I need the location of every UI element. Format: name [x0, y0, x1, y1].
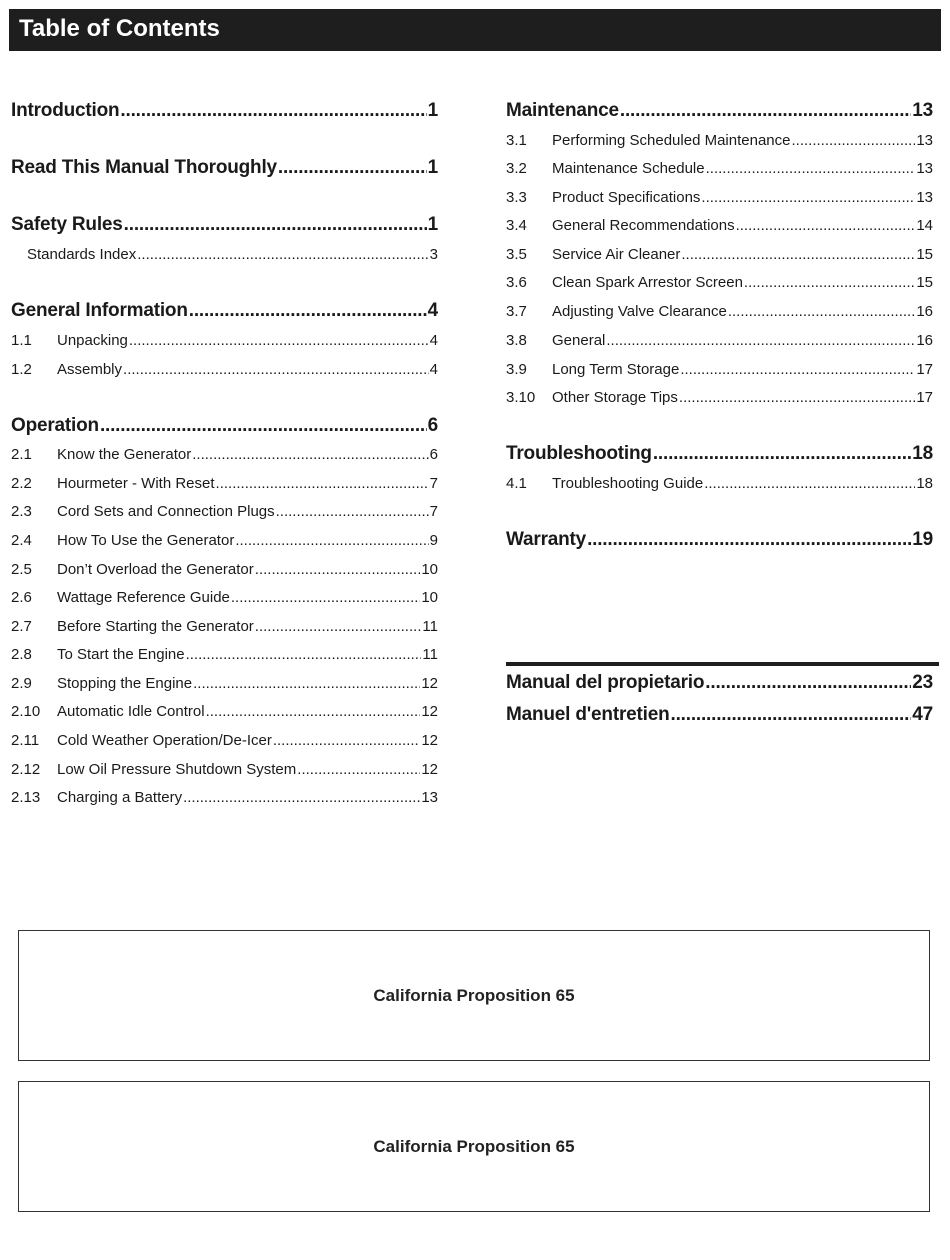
- toc-entry-label: Charging a Battery: [57, 789, 183, 806]
- toc-entry-label: Assembly: [57, 361, 123, 378]
- toc-subentry[interactable]: [11, 761, 438, 781]
- toc-section-number: 3.3: [506, 189, 527, 206]
- dot-leader: [123, 361, 429, 378]
- dot-leader: [671, 704, 912, 726]
- toc-entry-label: How To Use the Generator: [57, 532, 235, 549]
- toc-page-number: 1: [427, 214, 438, 235]
- toc-section-number: 2.2: [11, 475, 32, 492]
- toc-section-number: 2.10: [11, 703, 41, 720]
- toc-entry-label: Performing Scheduled Maintenance: [552, 132, 791, 149]
- page-title: Table of Contents: [9, 9, 941, 51]
- toc-section-number: 3.10: [506, 389, 536, 406]
- toc-page-number: 4: [429, 332, 438, 349]
- toc-page-number: 6: [427, 415, 438, 436]
- dot-leader: [206, 703, 421, 720]
- dot-leader: [129, 332, 429, 349]
- toc-entry-label: Before Starting the Generator: [57, 618, 254, 635]
- toc-section-number: 2.7: [11, 618, 32, 635]
- toc-page-number: 18: [916, 475, 933, 492]
- toc-subentry[interactable]: [11, 732, 438, 752]
- toc-subentry[interactable]: [11, 703, 438, 723]
- toc-page-number: 18: [912, 443, 933, 464]
- dot-leader: [193, 675, 420, 692]
- toc-entry-label: Cord Sets and Connection Plugs: [57, 503, 275, 520]
- toc-subentry[interactable]: [506, 189, 933, 209]
- toc-page-number: 7: [429, 475, 438, 492]
- toc-subentry[interactable]: [11, 446, 438, 466]
- toc-entry-label: Cold Weather Operation/De-Icer: [57, 732, 272, 749]
- toc-page-number: 11: [422, 618, 438, 635]
- toc-entry-label: Service Air Cleaner: [552, 246, 681, 263]
- toc-section-number: 3.7: [506, 303, 527, 320]
- toc-page-number: 4: [429, 361, 438, 378]
- toc-page-number: 16: [916, 332, 933, 349]
- toc-entry-troubleshooting[interactable]: [506, 443, 933, 467]
- toc-section-number: 3.2: [506, 160, 527, 177]
- toc-section-number: 2.9: [11, 675, 32, 692]
- toc-entry-label: Stopping the Engine: [57, 675, 193, 692]
- toc-page-number: 10: [421, 589, 438, 606]
- prop65-notice-box: [18, 1081, 930, 1212]
- toc-section-number: 3.1: [506, 132, 527, 149]
- toc-entry-label: Troubleshooting: [506, 443, 652, 464]
- dot-leader: [728, 303, 915, 320]
- toc-entry-manual-fr[interactable]: [506, 704, 933, 728]
- toc-entry-read-manual[interactable]: [11, 157, 438, 181]
- toc-section-number: 3.4: [506, 217, 527, 234]
- dot-leader: [192, 446, 428, 463]
- toc-entry-label: To Start the Engine: [57, 646, 185, 663]
- toc-section-number: 2.13: [11, 789, 41, 806]
- toc-subentry[interactable]: [11, 503, 438, 523]
- toc-entry-label: Wattage Reference Guide: [57, 589, 230, 606]
- toc-page-number: 6: [429, 446, 438, 463]
- dot-leader: [216, 475, 429, 492]
- toc-page-number: 19: [912, 529, 933, 550]
- toc-subentry[interactable]: [506, 246, 933, 266]
- toc-entry-label: Don’t Overload the Generator: [57, 561, 254, 578]
- dot-leader: [297, 761, 420, 778]
- toc-entry-label: Other Storage Tips: [552, 389, 678, 406]
- toc-page-number: 13: [421, 789, 438, 806]
- toc-entry-label: Product Specifications: [552, 189, 701, 206]
- toc-page-number: 13: [912, 100, 933, 121]
- dot-leader: [680, 361, 915, 378]
- section-divider: [506, 662, 939, 666]
- dot-leader: [701, 189, 915, 206]
- toc-page-number: 7: [429, 503, 438, 520]
- toc-page-number: 1: [427, 100, 438, 121]
- dot-leader: [606, 332, 915, 349]
- toc-page-number: 11: [422, 646, 438, 663]
- toc-entry-label: Maintenance Schedule: [552, 160, 705, 177]
- toc-entry-label: Long Term Storage: [552, 361, 680, 378]
- toc-subentry[interactable]: [11, 532, 438, 552]
- toc-page-number: 15: [916, 246, 933, 263]
- dot-leader: [587, 529, 911, 551]
- toc-page-number: 23: [912, 672, 933, 693]
- dot-leader: [186, 646, 422, 663]
- dot-leader: [704, 475, 915, 492]
- toc-entry-label: General Information: [11, 300, 188, 321]
- toc-section-number: 2.12: [11, 761, 41, 778]
- toc-section-number: 1.2: [11, 361, 32, 378]
- toc-section-number: 3.8: [506, 332, 527, 349]
- toc-entry-label: Know the Generator: [57, 446, 192, 463]
- toc-section-number: 2.3: [11, 503, 32, 520]
- dot-leader: [744, 274, 915, 291]
- dot-leader: [231, 589, 420, 606]
- toc-subentry[interactable]: [11, 589, 438, 609]
- dot-leader: [653, 443, 911, 465]
- dot-leader: [791, 132, 915, 149]
- dot-leader: [183, 789, 420, 806]
- toc-subentry[interactable]: [11, 618, 438, 638]
- toc-page-number: 4: [427, 300, 438, 321]
- toc-page-number: 10: [421, 561, 438, 578]
- prop65-notice-text: California Proposition 65: [373, 985, 575, 1005]
- toc-subentry[interactable]: [11, 675, 438, 695]
- toc-page-number: 47: [912, 704, 933, 725]
- prop65-notice-box: [18, 930, 930, 1061]
- toc-entry-label: Warranty: [506, 529, 587, 550]
- toc-section-number: 2.8: [11, 646, 32, 663]
- toc-subentry[interactable]: [506, 475, 933, 495]
- dot-leader: [235, 532, 428, 549]
- toc-entry-label: Clean Spark Arrestor Screen: [552, 274, 743, 291]
- dot-leader: [255, 618, 422, 635]
- toc-section-number: 2.1: [11, 446, 32, 463]
- toc-subentry[interactable]: [11, 332, 438, 352]
- toc-subentry[interactable]: [506, 332, 933, 352]
- toc-subentry[interactable]: [506, 274, 933, 294]
- toc-subentry[interactable]: [11, 561, 438, 581]
- toc-section-number: 2.4: [11, 532, 32, 549]
- prop65-notice-text: California Proposition 65: [373, 1136, 575, 1156]
- toc-page-number: 14: [916, 217, 933, 234]
- dot-leader: [100, 415, 427, 437]
- toc-entry-label: Operation: [11, 415, 99, 436]
- toc-page-number: 13: [916, 189, 933, 206]
- toc-page-number: 9: [429, 532, 438, 549]
- toc-subentry[interactable]: [506, 361, 933, 381]
- toc-page-number: 1: [427, 157, 438, 178]
- toc-entry-general-information[interactable]: [11, 300, 438, 324]
- toc-entry-label: Troubleshooting Guide: [552, 475, 704, 492]
- toc-entry-label: Low Oil Pressure Shutdown System: [57, 761, 297, 778]
- toc-entry-label: Manuel d'entretien: [506, 704, 670, 725]
- toc-subentry[interactable]: [506, 217, 933, 237]
- toc-entry-maintenance[interactable]: [506, 100, 933, 124]
- toc-entry-label: Automatic Idle Control: [57, 703, 205, 720]
- toc-entry-standards-index[interactable]: [11, 246, 438, 266]
- toc-subentry[interactable]: [506, 303, 933, 323]
- dot-leader: [705, 672, 911, 694]
- dot-leader: [620, 100, 911, 122]
- toc-subentry[interactable]: [11, 475, 438, 495]
- toc-page-number: 17: [916, 389, 933, 406]
- dot-leader: [736, 217, 916, 234]
- toc-section-number: 2.11: [11, 732, 40, 749]
- dot-leader: [255, 561, 421, 578]
- toc-page-number: 3: [429, 246, 438, 263]
- toc-subentry[interactable]: [11, 789, 438, 809]
- toc-page-number: 12: [421, 675, 438, 692]
- toc-entry-label: Introduction: [11, 100, 120, 121]
- dot-leader: [189, 300, 427, 322]
- toc-entry-label: Hourmeter - With Reset: [57, 475, 215, 492]
- toc-page-number: 13: [916, 160, 933, 177]
- dot-leader: [681, 246, 915, 263]
- toc-page-number: 13: [916, 132, 933, 149]
- dot-leader: [278, 157, 427, 179]
- toc-section-number: 3.6: [506, 274, 527, 291]
- dot-leader: [706, 160, 916, 177]
- toc-entry-label: General Recommendations: [552, 217, 735, 234]
- toc-page-number: 12: [421, 703, 438, 720]
- dot-leader: [273, 732, 420, 749]
- toc-page-number: 12: [421, 761, 438, 778]
- toc-entry-label: Unpacking: [57, 332, 128, 349]
- toc-entry-label: General: [552, 332, 606, 349]
- toc-subentry[interactable]: [11, 646, 438, 666]
- toc-subentry[interactable]: [506, 160, 933, 180]
- toc-section-number: 4.1: [506, 475, 527, 492]
- toc-page-number: 17: [916, 361, 933, 378]
- toc-page-number: 15: [916, 274, 933, 291]
- toc-subentry[interactable]: [506, 389, 933, 409]
- toc-entry-manual-es[interactable]: [506, 672, 933, 696]
- toc-section-number: 2.5: [11, 561, 32, 578]
- toc-entry-introduction[interactable]: [11, 100, 438, 124]
- dot-leader: [124, 214, 427, 236]
- toc-entry-warranty[interactable]: [506, 529, 933, 553]
- toc-section-number: 3.5: [506, 246, 527, 263]
- dot-leader: [137, 246, 428, 263]
- toc-entry-label: Maintenance: [506, 100, 619, 121]
- toc-entry-label: Adjusting Valve Clearance: [552, 303, 727, 320]
- toc-entry-label: Read This Manual Thoroughly: [11, 157, 277, 178]
- toc-page-number: 12: [421, 732, 438, 749]
- toc-page-number: 16: [916, 303, 933, 320]
- dot-leader: [679, 389, 915, 406]
- toc-section-number: 1.1: [11, 332, 32, 349]
- toc-section-number: 2.6: [11, 589, 32, 606]
- toc-entry-safety-rules[interactable]: [11, 214, 438, 238]
- toc-entry-operation[interactable]: [11, 415, 438, 439]
- toc-entry-label: Safety Rules: [11, 214, 123, 235]
- toc-subentry[interactable]: [506, 132, 933, 152]
- toc-entry-label: Standards Index: [27, 246, 137, 263]
- dot-leader: [276, 503, 429, 520]
- dot-leader: [120, 100, 426, 122]
- toc-subentry[interactable]: [11, 361, 438, 381]
- toc-section-number: 3.9: [506, 361, 527, 378]
- toc-entry-label: Manual del propietario: [506, 672, 705, 693]
